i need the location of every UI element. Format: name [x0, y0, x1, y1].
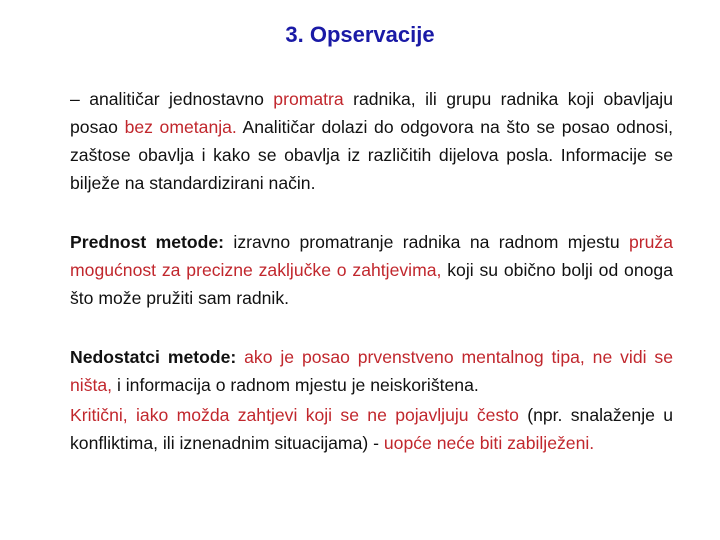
- intro-paragraph: [70, 85, 673, 197]
- critical-highlight-2: uopće neće biti zabilježeni.: [383, 433, 595, 453]
- intro-text-1: – analitičar jednostavno: [70, 89, 274, 109]
- disadvantage-label: Nedostatci metode:: [70, 347, 237, 367]
- disadvantage-text: i informacija o radnom mjestu je neiskorištena.: [112, 375, 479, 395]
- advantage-paragraph: [70, 228, 673, 312]
- disadvantage-paragraph: [70, 343, 673, 399]
- intro-text-3: Analitičar dolazi do odgovora na što se posao odnosi, zaštose obavlja i kako se obavlja iz različitih dijelova posla. Informacije se bilježe na standardizirani način.: [70, 117, 673, 193]
- critical-paragraph: [70, 401, 673, 457]
- disadvantage-space: [236, 347, 244, 367]
- advantage-text-1: izravno promatranje radnika na radnom mjestu: [224, 232, 629, 252]
- advantage-label: Prednost metode:: [70, 232, 225, 252]
- intro-highlight-promatra: promatra: [273, 89, 344, 109]
- disadvantage-highlight: ako je posao prvenstveno mentalnog tipa, ne vidi se ništa,: [70, 347, 673, 395]
- critical-text: (npr. snalaženje u konfliktima, ili iznenadnim situacijama) -: [70, 405, 673, 453]
- intro-text-2: radnika, ili grupu radnika koji obavljaju posao: [70, 89, 673, 137]
- critical-highlight-1: Kritični, iako možda zahtjevi koji se ne pojavljuju često: [70, 405, 519, 425]
- advantage-highlight: pruža mogućnost za precizne zaključke o zahtjevima,: [70, 232, 673, 280]
- intro-highlight-bez-ometanja: bez ometanja.: [124, 117, 237, 137]
- advantage-text-2: koji su obično bolji od onoga što može pružiti sam radnik.: [70, 260, 673, 308]
- slide-title: 3. Opservacije: [285, 22, 435, 47]
